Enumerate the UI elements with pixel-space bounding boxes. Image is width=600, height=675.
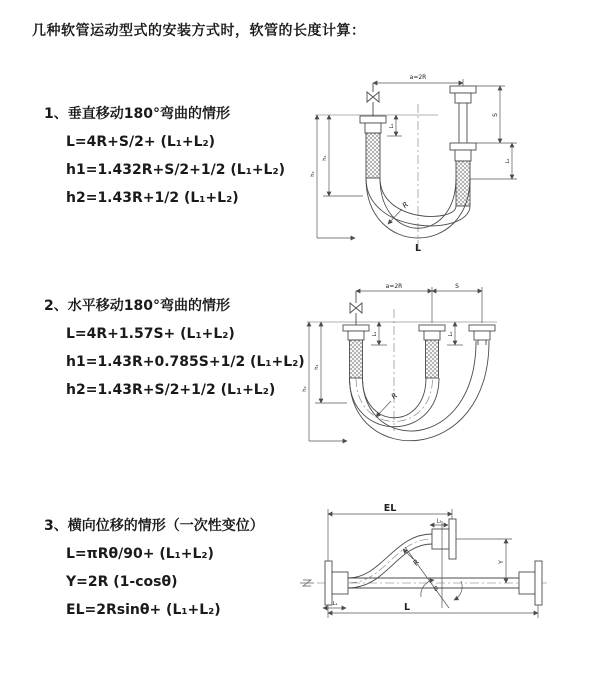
formula-l: L=πRθ/90+ (L₁+L₂): [66, 546, 214, 562]
valve-icon: [367, 83, 379, 116]
dim-label-y: Y: [498, 560, 505, 564]
middle-fitting: [419, 325, 445, 378]
formula-h2: h2=1.43R+S/2+1/2 (L₁+L₂): [66, 382, 276, 398]
left-flange: [325, 561, 348, 605]
formula-l: L=4R+1.57S+ (L₁+L₂): [66, 326, 235, 342]
dim-label-l1: L₁: [332, 601, 338, 607]
section-lateral-displacement: [44, 512, 264, 624]
formula-el: EL=2Rsinθ+ (L₁+L₂): [66, 602, 221, 618]
dimension-h2: [310, 115, 355, 238]
formula-h1: h1=1.432R+S/2+1/2 (L₁+L₂): [66, 162, 286, 178]
dim-label-a2r: a=2R: [385, 283, 403, 290]
dim-label-s: S: [492, 113, 499, 117]
diagram-vertical-u-bend: [303, 66, 558, 258]
section-3-heading: 3、横向位移的情形（一次性变位）: [44, 518, 264, 534]
radius-label: R: [410, 557, 422, 568]
dim-label-h2: h₂: [310, 171, 316, 177]
s-curve-hose-displaced: [348, 534, 432, 588]
dimension-y: [456, 539, 512, 583]
section-2-heading: 2、水平移动180°弯曲的情形: [44, 298, 230, 314]
left-fitting: [343, 325, 369, 378]
radius-callout: [403, 549, 421, 567]
centerline: [307, 309, 497, 431]
dim-label-l2: L₂: [436, 518, 442, 525]
hose-curves: [350, 341, 490, 441]
valve-icon: [350, 291, 362, 325]
dimension-l2: [470, 143, 517, 179]
section-horizontal-movement: [44, 292, 305, 404]
section-vertical-movement: [44, 100, 285, 212]
dimension-l2: [447, 322, 463, 345]
dimension-s: [432, 283, 482, 323]
radius-label: R: [400, 199, 411, 211]
dimension-l1: [371, 322, 387, 345]
dimension-h1: [314, 322, 347, 403]
right-flange: [519, 561, 542, 605]
dimension-l2: [430, 519, 448, 526]
dim-label-s: S: [455, 283, 459, 290]
dim-label-l: L: [403, 602, 411, 613]
dim-label-l2: L₂: [505, 158, 511, 164]
dim-label-h1: h₁: [322, 155, 328, 161]
formula-h1: h1=1.43R+0.785S+1/2 (L₁+L₂): [66, 354, 305, 370]
dimension-a2r: [373, 74, 463, 86]
dimension-s: [476, 86, 517, 143]
dimension-l1: [387, 115, 402, 136]
dim-label-el: EL: [383, 503, 397, 514]
left-fitting: [360, 116, 386, 178]
formula-h2: h2=1.43R+1/2 (L₁+L₂): [66, 190, 239, 206]
dimension-h2: [302, 322, 347, 441]
diagram-horizontal-u-bend: [299, 281, 574, 453]
diagram-lateral-displacement: [297, 501, 572, 643]
page-title: 几种软管运动型式的安装方式时，软管的长度计算：: [32, 23, 366, 39]
length-label: L: [414, 243, 422, 254]
formula-l: L=4R+S/2+ (L₁+L₂): [66, 134, 216, 150]
formula-y: Y=2R (1-cosθ): [66, 574, 178, 590]
right-fitting-moved-position: [469, 325, 495, 345]
dim-label-l2: L₂: [448, 331, 454, 337]
dim-label-h2: h₂: [302, 386, 308, 392]
right-fitting-two-positions: [450, 86, 476, 206]
dimension-l: [328, 602, 538, 618]
centerline-break-icon: [300, 580, 314, 586]
dimension-h1: [322, 115, 363, 196]
dim-label-l1: L₁: [389, 123, 395, 129]
radius-callout: [376, 391, 399, 417]
dim-label-a2r: a=2R: [409, 74, 427, 81]
dim-label-h1: h₁: [314, 364, 320, 370]
section-1-heading: 1、垂直移动180°弯曲的情形: [44, 106, 230, 122]
radius-label: R: [389, 390, 400, 402]
dim-label-l1: L₁: [372, 331, 378, 337]
angle-label-theta: θ: [434, 586, 438, 593]
